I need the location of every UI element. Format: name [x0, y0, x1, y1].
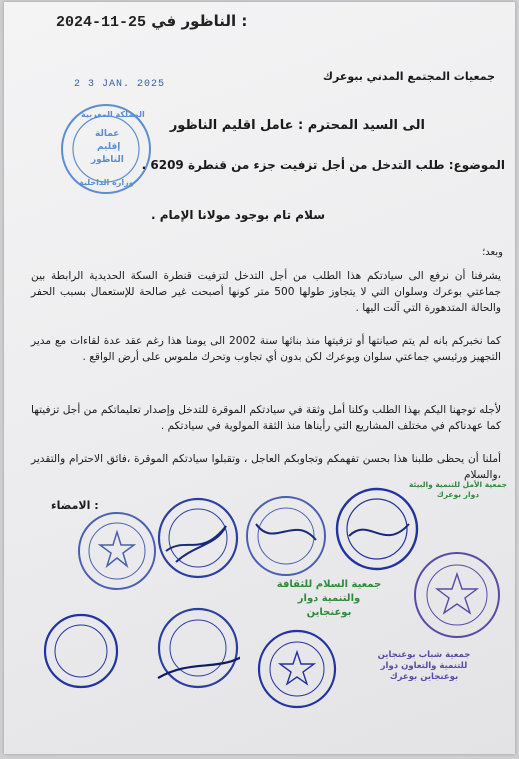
association-seal-b: جمعية السلام للثقافة والتنمية دوار بوعنجاين — [276, 579, 382, 618]
body-paragraph-2: كما نخبركم بانه لم يتم صيانتها أو تزفيتها منذ بنائها سنة 2002 الى يومنا هذا رغم عقد عدة لقاءات مع مدير التجهيز ورئيسي جماعتي سلوان وبوعرك لكن بدون أي تجاوب وتحرك ملموس على أرض الواقع . — [31, 335, 501, 363]
letter-page — [4, 2, 515, 754]
association-stamp-2 — [156, 496, 240, 580]
body-paragraph-4: أملنا أن يحظى طلبنا هذا بحسن تفهمكم وتجاوبكم العاجل ، وتقبلوا سيادتكم الموقرة ،فائق الاحترام والتقدير ،والسلام — [31, 453, 501, 481]
received-date-stamp: 2 3 JAN. 2025 — [74, 79, 166, 90]
association-stamp-6 — [42, 612, 120, 690]
star-seal-icon — [76, 510, 158, 592]
letter-date — [56, 12, 247, 31]
official-stamp-line2: عمالة — [95, 129, 120, 139]
association-seal-c: جمعية شباب بوعنجاين للتنمية والتعاون دوار بوعنجاين بوعرك — [377, 650, 471, 682]
greeting-line: سلام تام بوجود مولانا الإمام . — [151, 208, 325, 222]
seal-ring-icon — [156, 496, 240, 580]
seal-ring-icon — [244, 494, 328, 578]
body-paragraph-1: يشرفنا أن نرفع الى سيادتكم هذا الطلب من أجل التدخل لتزفيت قنطرة السكة الحديدية الرابطة بين جماعتي بوعرك وسلوان التي لا يتجاوز طولها 500 متر كونها أصبحت غير صالحة للإستعمال بسبب الحفر والحالة المتدهورة التي آلت اليها . — [31, 270, 502, 314]
after-greeting: وبعد؛ — [482, 247, 503, 258]
seal-ring-icon — [156, 606, 240, 690]
official-stamp-line5: وزارة الداخلية — [79, 178, 134, 187]
official-stamp-line3: إقليم — [97, 142, 121, 152]
official-stamp-line1: المملكة المغربية — [81, 110, 145, 119]
signatures-label: : الامضاء — [51, 499, 99, 512]
association-seal-a: جمعية الأمل للتنمية والبيئة دوار بوعرك — [408, 480, 508, 499]
association-stamp-1 — [76, 510, 158, 592]
official-stamp — [59, 102, 153, 196]
seal-ring-icon — [42, 612, 120, 690]
sender-line: جمعيات المجتمع المدني ببوعرك — [322, 70, 495, 83]
association-stamp-8 — [256, 628, 338, 710]
date-label: : الناظور في — [151, 12, 248, 30]
recipient-line: الى السيد المحترم : عامل اقليم الناظور — [169, 118, 425, 133]
star-seal-icon — [412, 550, 502, 640]
body-paragraph-3: لأجله توجهنا اليكم بهذا الطلب وكلنا أمل وثقة في سيادتكم الموقرة للتدخل وإصدار تعليماتكم من أجل تزفيتها كما عهدناكم في مختلف المشاريع التي رأيناها منذ الثقة المولوية في سيادتكم . — [31, 404, 501, 432]
association-stamp-5 — [412, 550, 502, 640]
star-seal-icon — [256, 628, 338, 710]
subject-line: الموضوع: طلب التدخل من أجل تزفيت جزء من قنطرة 6209 . — [141, 158, 505, 172]
association-stamp-7 — [156, 606, 240, 690]
association-stamp-3 — [244, 494, 328, 578]
date-value: 2024-11-25 — [56, 14, 147, 31]
official-stamp-line4: الناظور — [91, 155, 124, 165]
